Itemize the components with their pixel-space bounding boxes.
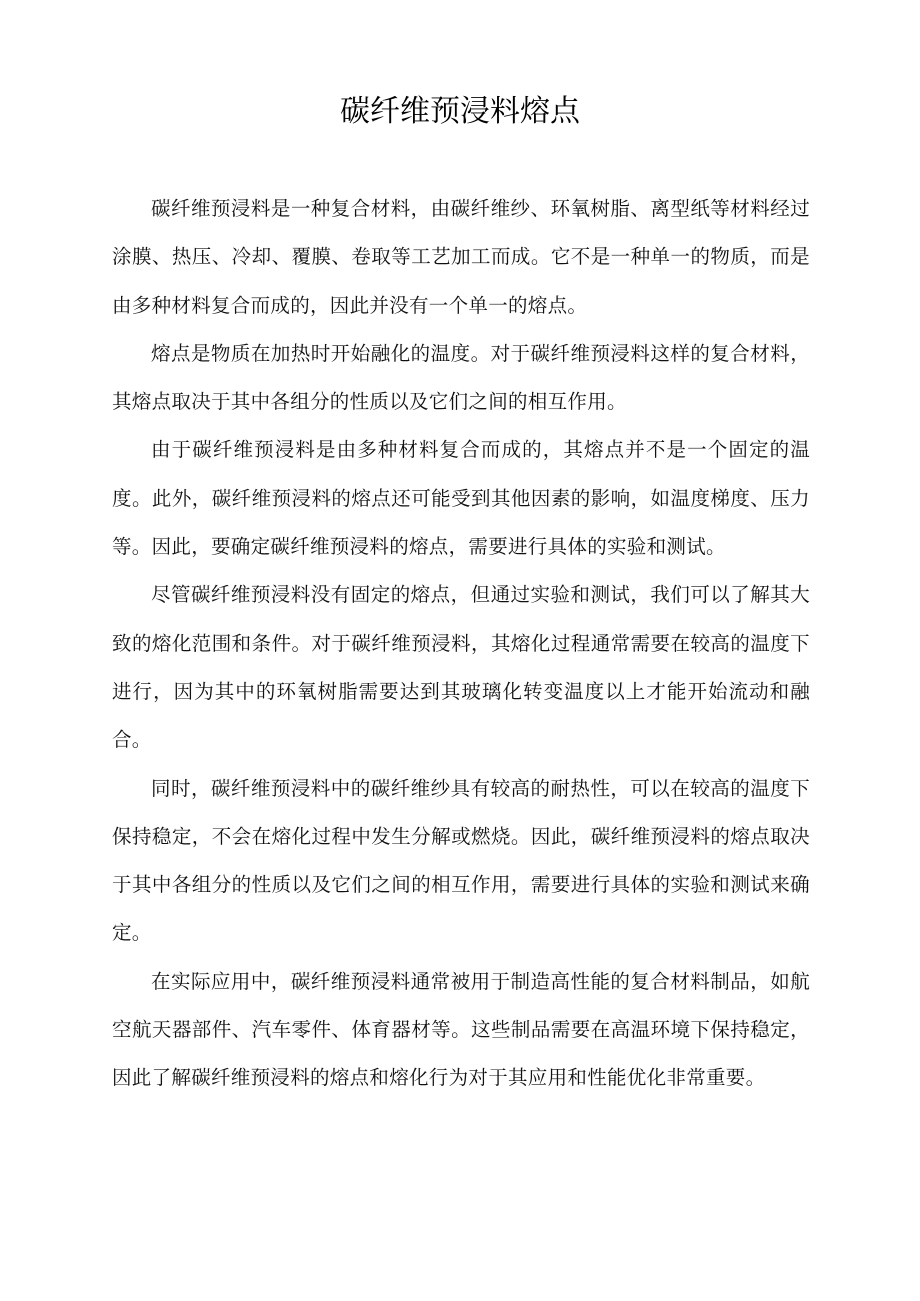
paragraph-2: 熔点是物质在加热时开始融化的温度。对于碳纤维预浸料这样的复合材料，其熔点取决于其中各组分的性质以及它们之间的相互作用。 (112, 341, 810, 414)
page-title: 碳纤维预浸料熔点 (340, 94, 580, 129)
paragraph-5: 同时，碳纤维预浸料中的碳纤维纱具有较高的耐热性，可以在较高的温度下保持稳定，不会在熔化过程中发生分解或燃烧。因此，碳纤维预浸料的熔点取决于其中各组分的性质以及它们之间的相互作用，需要进行具体的实验和测试来确定。 (112, 776, 810, 945)
paragraph-6: 在实际应用中，碳纤维预浸料通常被用于制造高性能的复合材料制品，如航空航天器部件、汽车零件、体育器材等。这些制品需要在高温环境下保持稳定，因此了解碳纤维预浸料的熔点和熔化行为对于其应用和性能优化非常重要。 (112, 969, 810, 1090)
paragraph-3: 由于碳纤维预浸料是由多种材料复合而成的，其熔点并不是一个固定的温度。此外，碳纤维预浸料的熔点还可能受到其他因素的影响，如温度梯度、压力等。因此，要确定碳纤维预浸料的熔点，需要进行具体的实验和测试。 (112, 438, 810, 559)
paragraph-1: 碳纤维预浸料是一种复合材料，由碳纤维纱、环氧树脂、离型纸等材料经过涂膜、热压、冷却、覆膜、卷取等工艺加工而成。它不是一种单一的物质，而是由多种材料复合而成的，因此并没有一个单一的熔点。 (112, 197, 810, 317)
paragraph-4: 尽管碳纤维预浸料没有固定的熔点，但通过实验和测试，我们可以了解其大致的熔化范围和条件。对于碳纤维预浸料，其熔化过程通常需要在较高的温度下进行，因为其中的环氧树脂需要达到其玻璃化转变温度以上才能开始流动和融合。 (112, 583, 810, 752)
document-body (112, 185, 810, 1103)
